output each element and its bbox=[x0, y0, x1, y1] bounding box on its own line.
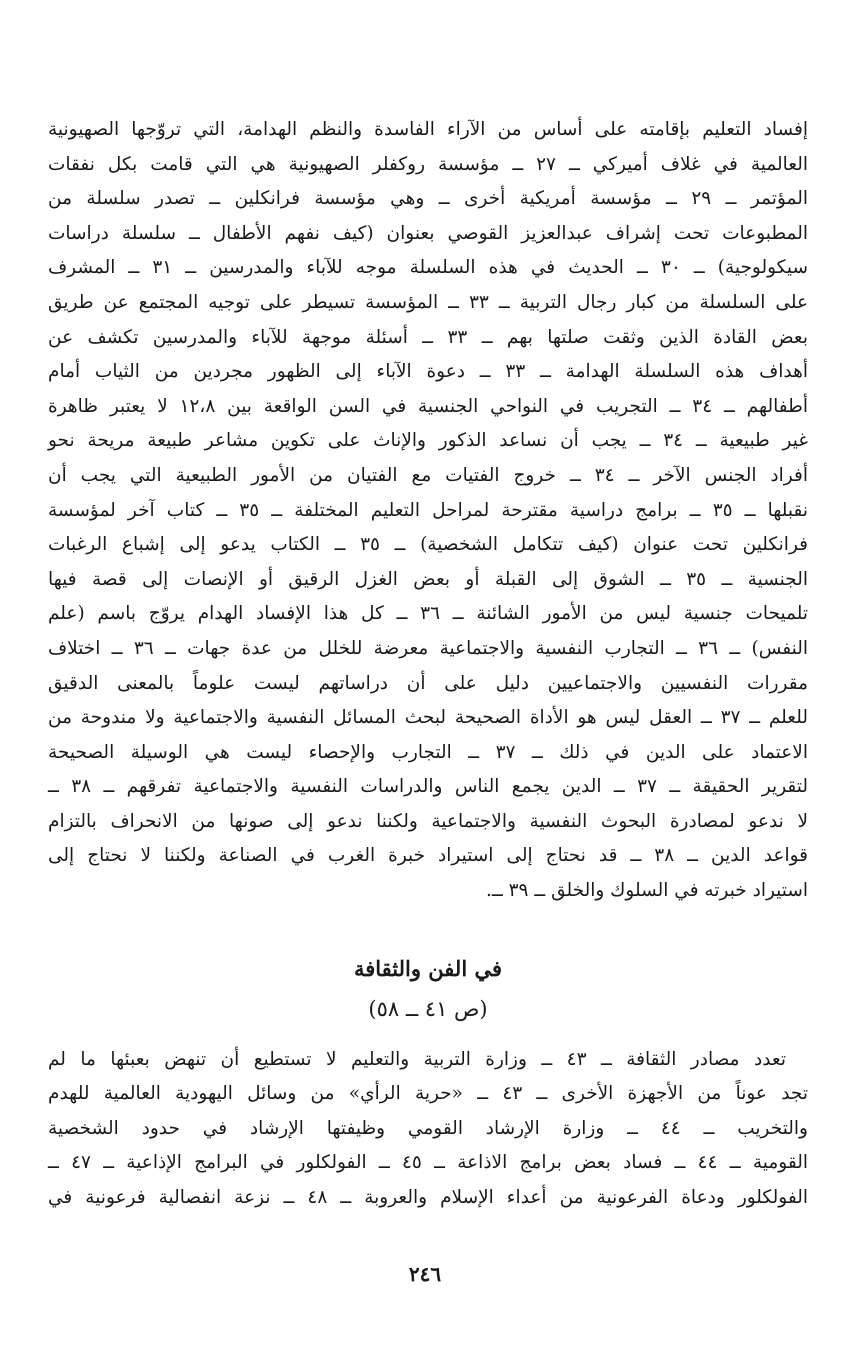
text-line: المؤتمر ــ ٢٩ ــ مؤسسة أمريكية أخرى ــ وهي مؤسسة فرانكلين ــ تصدر سلسلة من bbox=[48, 188, 808, 210]
index-paragraph-1 bbox=[48, 113, 808, 909]
text-line: مقررات النفسيين والاجتماعيين دليل على أن دراساتهم ليست علوماً بالمعنى الدقيق bbox=[48, 672, 808, 694]
text-line: بعض القادة الذين وثقت صلتها بهم ــ ٣٣ ــ أسئلة موجهة للآباء والمدرسين تكشف عن bbox=[48, 326, 809, 348]
page-number: ٢٤٦ bbox=[408, 1262, 442, 1286]
text-line: إفساد التعليم بإقامته على أساس من الآراء الفاسدة والنظم الهدامة، التي تروّجها الصهيونية bbox=[48, 119, 808, 140]
section-heading bbox=[48, 949, 808, 1029]
text-line: غير طبيعية ــ ٣٤ ــ يجب أن نساعد الذكور والإناث على تكوين مشاعر طبيعة مريحة نحو bbox=[48, 430, 808, 452]
text-line: المطبوعات تحت إشراف عبدالعزيز القوصي بعنوان (كيف نفهم الأطفال ــ سلسلة دراسات bbox=[48, 222, 808, 244]
text-line: قواعد الدين ــ ٣٨ ــ قد نحتاج إلى استيراد خبرة الغرب في الصناعة ولكننا لا نحتاج إلى bbox=[48, 845, 808, 867]
text-line: استيراد خبرته في السلوك والخلق ــ ٣٩ ــ. bbox=[486, 880, 808, 902]
text-line: أفراد الجنس الآخر ــ ٣٤ ــ خروج الفتيات مع الفتيان من الأمور الطبيعية التي يجب أن bbox=[48, 464, 808, 486]
text-line: لا ندعو لمصادرة البحوث النفسية والاجتماعية ولكننا ندعو إلى صونها من الانحراف بالتزام bbox=[48, 810, 808, 832]
text-line: لتقرير الحقيقة ــ ٣٧ ــ الدين يجمع الناس والدراسات النفسية والاجتماعية تفرقهم ــ ٣٨ ــ bbox=[48, 776, 808, 798]
text-line: على السلسلة من كبار رجال التربية ــ ٣٣ ــ المؤسسة تسيطر على توجيه المجتمع عن طريق bbox=[48, 291, 808, 313]
text-line: للعلم ــ ٣٧ ــ العقل ليس هو الأداة الصحيحة لبحث المسائل النفسية والاجتماعية ولا مندوحة من bbox=[48, 707, 808, 729]
text-line: فرانكلين تحت عنوان (كيف تتكامل الشخصية) ــ ٣٥ ــ الكتاب يدعو إلى إشباع الرغبات bbox=[48, 534, 808, 556]
text-line: العالمية في غلاف أميركي ــ ٢٧ ــ مؤسسة روكفلر الصهيونية هي التي قامت بكل نفقات bbox=[48, 153, 808, 175]
text-line: والتخريب ــ ٤٤ ــ وزارة الإرشاد القومي وظيفتها الإرشاد في حدود الشخصية bbox=[48, 1117, 808, 1139]
text-line: سيكولوجية) ــ ٣٠ ــ الحديث في هذه السلسلة موجه للآباء والمدرسين ــ ٣١ ــ المشرف bbox=[48, 257, 808, 279]
section-title: في الفن والثقافة bbox=[353, 955, 503, 981]
text-line: القومية ــ ٤٤ ــ فساد بعض برامج الاذاعة ــ ٤٥ ــ الفولكلور في البرامج الإذاعية ــ ٤٧ ــ bbox=[48, 1152, 808, 1174]
page-content bbox=[48, 113, 808, 1216]
text-line: النفس) ــ ٣٦ ــ التجارب النفسية والاجتماعية معرضة للخلل من عدة جهات ــ ٣٦ ــ اختلاف bbox=[48, 637, 809, 659]
text-line: تعدد مصادر الثقافة ــ ٤٣ ــ وزارة التربية والتعليم لا تستطيع أن تنهض بعبئها ما لم bbox=[48, 1048, 786, 1070]
text-line: تجد عوناً من الأجهزة الأخرى ــ ٤٣ ــ «حرية الرأي» من وسائل اليهودية العالمية للهدم bbox=[48, 1083, 809, 1105]
text-line: الفولكلور ودعاة الفرعونية من أعداء الإسلام والعروبة ــ ٤٨ ــ نزعة انفصالية فرعونية في bbox=[48, 1187, 808, 1209]
text-line: الجنسية ــ ٣٥ ــ الشوق إلى القبلة أو بعض الغزل الرقيق أو الإنصات إلى قصة فيها bbox=[48, 568, 808, 590]
text-line: تلميحات جنسية ليس من الأمور الشائنة ــ ٣٦ ــ كل هذا الإفساد الهدام يروّج باسم (علم bbox=[48, 603, 809, 625]
text-line: أهداف هذه السلسلة الهدامة ــ ٣٣ ــ دعوة الآباء إلى الظهور مجردين من الثياب أمام bbox=[48, 361, 808, 383]
index-paragraph-2 bbox=[48, 1043, 808, 1216]
text-line: أطفالهم ــ ٣٤ ــ التجريب في النواحي الجنسية في السن الواقعة بين ١٢،٨ لا يعتبر ظاهرة bbox=[48, 395, 809, 417]
text-line: نقبلها ــ ٣٥ ــ برامج دراسية مقترحة لمراحل التعليم المختلفة ــ ٣٥ ــ كتاب آخر لمؤسسة bbox=[48, 499, 808, 521]
text-line: الاعتماد على الدين في ذلك ــ ٣٧ ــ التجارب والإحصاء ليست هي الوسيلة الصحيحة bbox=[48, 741, 808, 763]
section-page-range: (ص ٤١ ــ ٥٨) bbox=[368, 996, 488, 1021]
